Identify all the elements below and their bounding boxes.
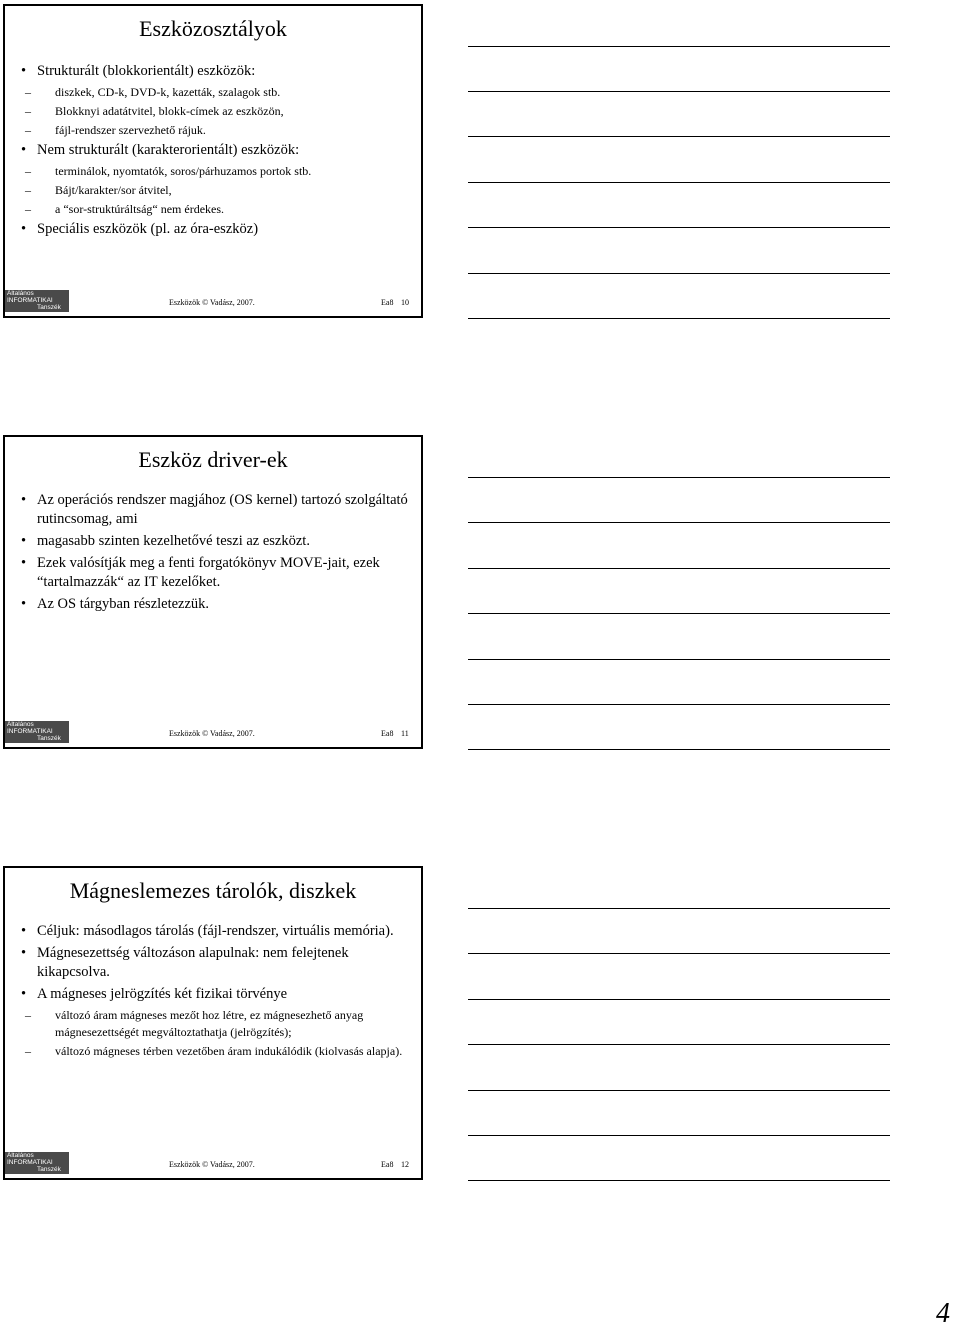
sub-bullet-item: – a “sor-struktúráltság“ nem érdekes. xyxy=(19,201,411,218)
sub-bullet-item: – diszkek, CD-k, DVD-k, kazetták, szalagok stb. xyxy=(19,84,411,101)
bullet-item: • Mágnesezettség változáson alapulnak: nem felejtenek kikapcsolva. xyxy=(19,944,411,982)
logo-line: Tanszék xyxy=(37,735,61,742)
note-line xyxy=(468,182,890,183)
footer-copyright: Eszközök © Vadász, 2007. xyxy=(169,298,255,307)
note-line xyxy=(468,613,890,614)
note-line xyxy=(468,91,890,92)
slide-title: Eszköz driver-ek xyxy=(138,447,288,472)
bullet-list xyxy=(19,922,411,1062)
note-line xyxy=(468,1135,890,1136)
bullet-item: • Az operációs rendszer magjához (OS kernel) tartozó szolgáltató rutincsomag, ami xyxy=(19,491,411,529)
logo-line: Általános xyxy=(7,290,34,297)
footer-slide-number: 11 xyxy=(401,729,409,738)
logo-line: Tanszék xyxy=(37,1166,61,1173)
department-logo xyxy=(5,290,69,312)
note-line xyxy=(468,318,890,319)
note-line xyxy=(468,659,890,660)
bullet-list xyxy=(19,62,411,242)
note-line xyxy=(468,46,890,47)
footer-lecture: Ea8 xyxy=(381,298,394,307)
slide-title: Eszközosztályok xyxy=(139,16,287,41)
bullet-item: • Strukturált (blokkorientált) eszközök: xyxy=(19,62,411,81)
slide-footer xyxy=(5,290,421,312)
note-line xyxy=(468,999,890,1000)
note-line xyxy=(468,1180,890,1181)
note-line xyxy=(468,908,890,909)
slide-12 xyxy=(3,866,423,1180)
slide-10 xyxy=(3,4,423,318)
sub-bullet-item: – terminálok, nyomtatók, soros/párhuzamos portok stb. xyxy=(19,163,411,180)
bullet-item: • A mágneses jelrögzítés két fizikai törvénye xyxy=(19,985,411,1004)
bullet-item: • Az OS tárgyban részletezzük. xyxy=(19,595,411,614)
footer-slide-number: 10 xyxy=(401,298,409,307)
bullet-list xyxy=(19,491,411,617)
note-line xyxy=(468,477,890,478)
slide-footer xyxy=(5,721,421,743)
logo-line: Tanszék xyxy=(37,304,61,311)
sub-bullet-item: – fájl-rendszer szervezhető rájuk. xyxy=(19,122,411,139)
note-line xyxy=(468,749,890,750)
footer-lecture: Ea8 xyxy=(381,1160,394,1169)
department-logo xyxy=(5,1152,69,1174)
note-line xyxy=(468,136,890,137)
note-line xyxy=(468,953,890,954)
footer-copyright: Eszközök © Vadász, 2007. xyxy=(169,729,255,738)
note-line xyxy=(468,522,890,523)
sub-bullet-item: – változó áram mágneses mezőt hoz létre, ez mágnesezhető anyag mágnesezettségét megváltoztathatja (jelrögzítés); xyxy=(19,1007,411,1041)
note-line xyxy=(468,568,890,569)
note-line xyxy=(468,1090,890,1091)
note-line xyxy=(468,273,890,274)
logo-line: INFORMATIKAI xyxy=(7,1159,53,1166)
slide-11 xyxy=(3,435,423,749)
department-logo xyxy=(5,721,69,743)
bullet-item: • Céljuk: másodlagos tárolás (fájl-rendszer, virtuális memória). xyxy=(19,922,411,941)
logo-line: INFORMATIKAI xyxy=(7,728,53,735)
logo-line: Általános xyxy=(7,721,34,728)
note-line xyxy=(468,227,890,228)
note-line xyxy=(468,704,890,705)
page-number: 4 xyxy=(936,1298,950,1329)
bullet-item: • magasabb szinten kezelhetővé teszi az eszközt. xyxy=(19,532,411,551)
slide-footer xyxy=(5,1152,421,1174)
bullet-item: • Ezek valósítják meg a fenti forgatókönyv MOVE-jait, ezek “tartalmazzák“ az IT kezelőket. xyxy=(19,554,411,592)
footer-lecture: Ea8 xyxy=(381,729,394,738)
slide-title: Mágneslemezes tárolók, diszkek xyxy=(69,878,357,903)
bullet-item: • Nem strukturált (karakterorientált) eszközök: xyxy=(19,141,411,160)
logo-line: Általános xyxy=(7,1152,34,1159)
footer-copyright: Eszközök © Vadász, 2007. xyxy=(169,1160,255,1169)
logo-line: INFORMATIKAI xyxy=(7,297,53,304)
note-line xyxy=(468,1044,890,1045)
sub-bullet-item: – változó mágneses térben vezetőben áram indukálódik (kiolvasás alapja). xyxy=(19,1043,411,1060)
footer-slide-number: 12 xyxy=(401,1160,409,1169)
bullet-item: • Speciális eszközök (pl. az óra-eszköz) xyxy=(19,220,411,239)
sub-bullet-item: – Blokknyi adatátvitel, blokk-címek az eszközön, xyxy=(19,103,411,120)
sub-bullet-item: – Bájt/karakter/sor átvitel, xyxy=(19,182,411,199)
